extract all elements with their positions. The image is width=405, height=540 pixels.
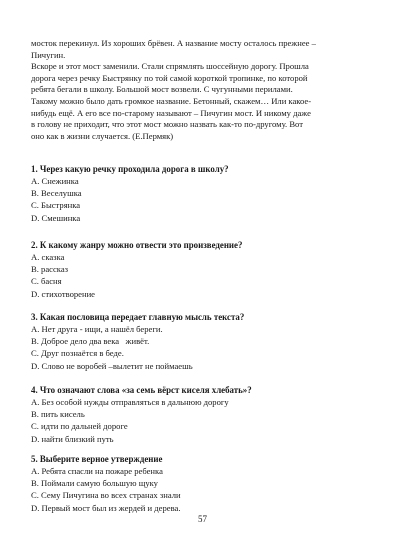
answer-option: B. Веселушка <box>31 188 82 199</box>
question-5 <box>31 453 381 514</box>
story-line: мосток перекинул. Из хороших брёвен. А название мосту осталось прежнее – <box>31 38 316 48</box>
answer-option: C. Быстрянка <box>31 200 81 211</box>
answer-option: A. Снежинка <box>31 176 79 186</box>
story-line: Пичугин. <box>31 49 66 60</box>
question-title: 4. Что означают слова «за семь вёрст киселя хлебать»? <box>31 385 252 395</box>
question-4 <box>31 384 381 445</box>
page-number: 57 <box>198 514 207 524</box>
answer-option: A. сказка <box>31 252 65 262</box>
story-line: оно как в жизни случается. (Е.Пермяк) <box>31 130 174 141</box>
answer-option: A. Нет друга - ищи, а нашёл береги. <box>31 324 163 334</box>
answer-option: C. Друг познаётся в беде. <box>31 348 124 359</box>
answer-option: D. Смешинка <box>31 212 81 223</box>
question-1 <box>31 163 381 224</box>
answer-option: B. Поймали самую большую щуку <box>31 478 158 489</box>
story-line: дорога через речку Быстрянку по той самой короткой тропинке, по которой <box>31 72 308 83</box>
story-line: в голову не приходит, что этот мост можно назвать как-то по-другому. Вот <box>31 119 303 130</box>
answer-option: C. басня <box>31 276 62 287</box>
answer-option: C. идти по дальней дороге <box>31 421 128 432</box>
question-2 <box>31 239 381 300</box>
answer-option: B. пить кисель <box>31 409 85 420</box>
answer-option: A. Без особой нужды отправляться в дальнюю дорогу <box>31 397 229 407</box>
question-title: 5. Выберите верное утверждение <box>31 454 163 464</box>
answer-option: A. Ребята спасли на пожаре ребенка <box>31 466 163 476</box>
story-line: ребята бегали в школу. Большой мост возвели. С чугунными перилами. <box>31 84 293 95</box>
answer-option: D. Слово не воробей –вылетит не поймаешь <box>31 360 193 371</box>
answer-option: D. Первый мост был из жердей и дерева. <box>31 502 181 513</box>
story-line: Вскоре и этот мост заменили. Стали спрямлять шоссейную дорогу. Прошла <box>31 61 309 72</box>
answer-option: D. стихотворение <box>31 288 95 299</box>
question-title: 3. Какая пословица передает главную мысль текста? <box>31 312 245 322</box>
answer-option: B. рассказ <box>31 264 69 275</box>
story-line: нибудь ещё. А его все по-старому называют – Пичугин мост. И никому даже <box>31 107 311 118</box>
answer-option: D. найти близкий путь <box>31 433 114 444</box>
answer-option: C. Сему Пичугина во всех странах знали <box>31 490 181 501</box>
story-line: Такому можно было дать громкое название. Бетонный, скажем… Или какое- <box>31 95 312 106</box>
question-title: 1. Через какую речку проходила дорога в школу? <box>31 164 229 174</box>
story-text <box>31 38 381 142</box>
question-3 <box>31 311 381 372</box>
answer-option: B. Доброе дело два века живёт. <box>31 336 150 347</box>
question-title: 2. К какому жанру можно отвести это произведение? <box>31 240 243 250</box>
